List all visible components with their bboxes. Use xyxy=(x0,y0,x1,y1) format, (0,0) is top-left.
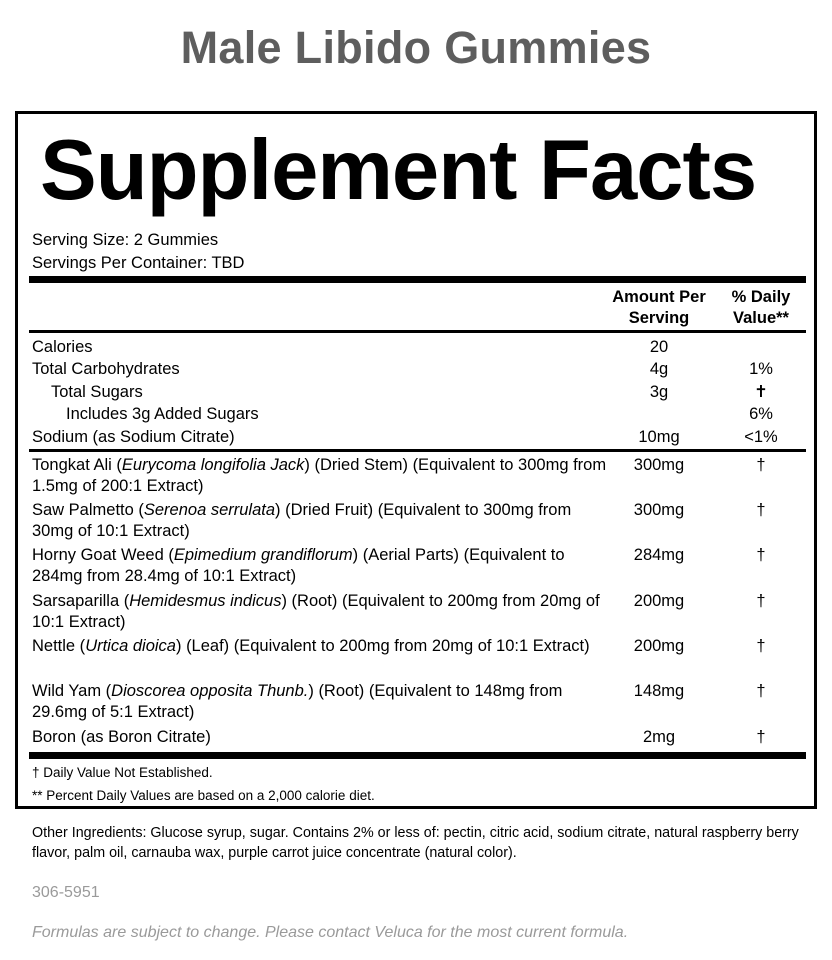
ingredient-amount: 284mg xyxy=(633,546,685,564)
ingredient-name xyxy=(32,636,612,657)
ingredient-dv: † xyxy=(756,728,766,746)
ingredient-dv: † xyxy=(756,501,766,519)
thick-divider xyxy=(29,276,806,283)
ingredient-amount: 2mg xyxy=(642,728,676,746)
ingredient-latin-name: Eurycoma longifolia Jack xyxy=(121,456,305,474)
ingredient-amount: 300mg xyxy=(633,501,685,519)
daily-value-header xyxy=(706,287,816,329)
nutrient-amount: 3g xyxy=(649,383,669,401)
ingredient-details: ) (Dried Stem) (Equivalent to 300mg from 1.5mg of 200:1 Extract) xyxy=(32,456,607,495)
ingredient-common-name: Tongkat Ali ( xyxy=(32,456,122,474)
nutrient-amount: 4g xyxy=(649,360,669,378)
ingredient-details: ) (Dried Fruit) (Equivalent to 300mg from 30mg of 10:1 Extract) xyxy=(32,501,572,540)
nutrient-dv: ✝ xyxy=(754,383,768,401)
nutrient-amount: 10mg xyxy=(638,428,680,446)
amount-header xyxy=(604,287,714,329)
ingredient-common-name: Saw Palmetto ( xyxy=(32,501,144,519)
ingredient-dv: † xyxy=(756,637,766,655)
nutrient-name: Calories xyxy=(32,338,93,356)
ingredient-name xyxy=(32,545,612,587)
dv-header-line1: % Daily xyxy=(731,288,791,306)
ingredient-details: ) (Root) (Equivalent to 148mg from 29.6mg of 5:1 Extract) xyxy=(32,682,563,721)
nutrient-name: Includes 3g Added Sugars xyxy=(66,405,259,423)
ingredient-name xyxy=(32,591,612,633)
ingredient-common-name: Sarsaparilla ( xyxy=(32,592,130,610)
ingredient-latin-name: Epimedium grandiflorum xyxy=(173,546,353,564)
ingredient-amount: 200mg xyxy=(633,592,685,610)
nutrient-name: Total Carbohydrates xyxy=(32,360,180,378)
ingredient-name xyxy=(32,500,612,542)
nutrient-dv: 1% xyxy=(749,360,773,378)
header-divider xyxy=(29,330,806,333)
ingredient-amount: 148mg xyxy=(633,682,685,700)
product-code: 306-5951 xyxy=(32,884,100,901)
nutrient-divider xyxy=(29,449,806,452)
supplement-facts-panel xyxy=(15,111,817,809)
facts-heading: Supplement Facts xyxy=(40,123,757,218)
thick-divider-bottom xyxy=(29,752,806,759)
ingredient-details: ) (Root) (Equivalent to 200mg from 20mg of 10:1 Extract) xyxy=(32,592,600,631)
ingredient-latin-name: Urtica dioica xyxy=(85,637,176,655)
nutrient-dv: 6% xyxy=(749,405,773,423)
ingredient-common-name: Horny Goat Weed ( xyxy=(32,546,174,564)
formula-disclaimer: Formulas are subject to change. Please contact Veluca for the most current formula. xyxy=(32,924,629,941)
nutrient-name: Sodium (as Sodium Citrate) xyxy=(32,428,235,446)
ingredient-name xyxy=(32,727,612,748)
servings-per-container: Servings Per Container: TBD xyxy=(32,254,245,272)
ingredient-amount: 300mg xyxy=(633,456,685,474)
amount-header-line1: Amount Per xyxy=(612,288,706,306)
ingredient-dv: † xyxy=(756,546,766,564)
ingredient-latin-name: Serenoa serrulata xyxy=(143,501,276,519)
ingredient-name xyxy=(32,455,612,497)
ingredient-dv: † xyxy=(756,682,766,700)
nutrient-name: Total Sugars xyxy=(51,383,143,401)
ingredient-details: ) (Aerial Parts) (Equivalent to 284mg from 28.4mg of 10:1 Extract) xyxy=(32,546,565,585)
dv-header-line2: Value** xyxy=(733,309,789,327)
ingredient-details: ) (Leaf) (Equivalent to 200mg from 20mg of 10:1 Extract) xyxy=(175,637,590,655)
footnote-dagger: † Daily Value Not Established. xyxy=(32,765,213,780)
ingredient-amount: 200mg xyxy=(633,637,685,655)
ingredient-dv: † xyxy=(756,456,766,474)
nutrient-amount: 20 xyxy=(649,338,669,356)
other-ingredients: Other Ingredients: Glucose syrup, sugar. Contains 2% or less of: pectin, citric acid, sodium citrate, natural raspberry berry flavor, palm oil, carnauba wax, purple carrot juice concentrate (natural color). xyxy=(32,825,799,861)
ingredient-name xyxy=(32,681,612,723)
amount-header-line2: Serving xyxy=(628,309,690,327)
ingredient-common-name: Nettle ( xyxy=(32,637,86,655)
ingredient-latin-name: Hemidesmus indicus xyxy=(129,592,282,610)
ingredient-common-name: Wild Yam ( xyxy=(32,682,112,700)
footnote-percent: ** Percent Daily Values are based on a 2,000 calorie diet. xyxy=(32,788,375,803)
nutrient-dv: <1% xyxy=(744,428,778,446)
ingredient-dv: † xyxy=(756,592,766,610)
serving-size: Serving Size: 2 Gummies xyxy=(32,231,219,249)
ingredient-latin-name: Dioscorea opposita Thunb. xyxy=(111,682,309,700)
ingredient-common-name: Boron (as Boron Citrate) xyxy=(32,728,211,746)
page-title: Male Libido Gummies xyxy=(180,22,652,73)
